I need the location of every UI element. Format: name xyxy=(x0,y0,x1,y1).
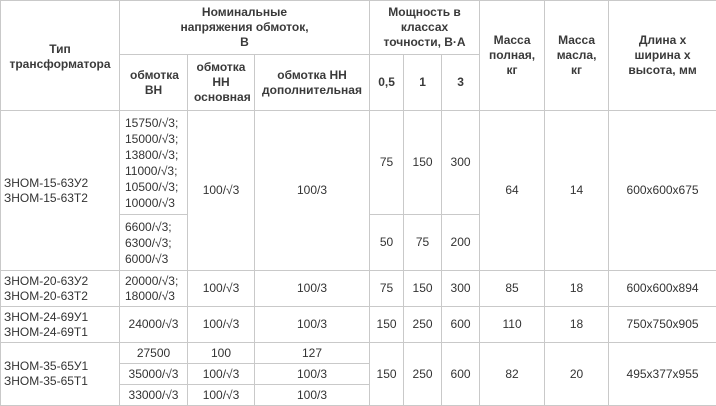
header-lv-extra: обмотка НН дополнительная xyxy=(255,55,370,111)
lv-main-cell: 100/√3 xyxy=(188,385,255,406)
power-3-cell: 300 xyxy=(442,271,480,307)
table-row xyxy=(1,307,716,343)
hv-cell: 24000/√3 xyxy=(120,307,188,343)
power-1-cell: 250 xyxy=(404,343,442,406)
power-3-cell: 300 xyxy=(442,111,480,215)
hv-cell xyxy=(120,111,188,215)
power-05-cell: 150 xyxy=(370,307,404,343)
type-name: ЗНОМ-35-65Т1 xyxy=(4,374,117,389)
power-05-cell: 50 xyxy=(370,215,404,271)
type-name: ЗНОМ-35-65У1 xyxy=(4,359,117,374)
power-1-cell: 75 xyxy=(404,215,442,271)
lv-main-cell: 100/√3 xyxy=(188,111,255,271)
type-cell xyxy=(1,307,120,343)
lv-main-cell: 100/√3 xyxy=(188,364,255,385)
type-name: ЗНОМ-24-69У1 xyxy=(4,310,117,325)
mass-total-cell: 110 xyxy=(480,307,545,343)
header-mass-total: Масса полная, кг xyxy=(480,1,545,111)
header-class-05: 0,5 xyxy=(370,55,404,111)
power-3-cell: 200 xyxy=(442,215,480,271)
hv-cell: 27500 xyxy=(120,343,188,364)
dimensions-cell: 600х600х894 xyxy=(609,271,716,307)
header-row xyxy=(1,1,716,55)
header-dimensions: Длина х ширина х высота, мм xyxy=(609,1,716,111)
mass-oil-cell: 18 xyxy=(545,307,609,343)
hv-cell xyxy=(120,271,188,307)
type-cell xyxy=(1,343,120,406)
hv-cell: 33000/√3 xyxy=(120,385,188,406)
lv-main-cell: 100/√3 xyxy=(188,271,255,307)
mass-total-cell: 64 xyxy=(480,111,545,271)
mass-oil-cell: 20 xyxy=(545,343,609,406)
lv-extra-cell: 100/3 xyxy=(255,111,370,271)
hv-value: 6300/√3; xyxy=(125,235,185,251)
hv-value: 10500/√3; xyxy=(125,179,185,195)
hv-value: 20000/√3; xyxy=(125,274,185,289)
hv-value: 6000/√3 xyxy=(125,251,185,267)
mass-total-cell: 85 xyxy=(480,271,545,307)
power-3-cell: 600 xyxy=(442,307,480,343)
hv-value: 15750/√3; xyxy=(125,115,185,131)
dimensions-cell: 495х377х955 xyxy=(609,343,716,406)
header-mass-oil: Масса масла, кг xyxy=(545,1,609,111)
type-name: ЗНОМ-20-63У2 xyxy=(4,274,117,289)
lv-main-cell: 100/√3 xyxy=(188,307,255,343)
type-cell xyxy=(1,111,120,271)
mass-oil-cell: 14 xyxy=(545,111,609,271)
mass-total-cell: 82 xyxy=(480,343,545,406)
type-name: ЗНОМ-15-63У2 xyxy=(4,176,117,191)
header-lv-main: обмотка НН основная xyxy=(188,55,255,111)
hv-value: 11000/√3; xyxy=(125,163,185,179)
power-1-cell: 150 xyxy=(404,271,442,307)
lv-extra-cell: 100/3 xyxy=(255,307,370,343)
type-name: ЗНОМ-24-69Т1 xyxy=(4,325,117,340)
dimensions-cell: 600х600х675 xyxy=(609,111,716,271)
header-power-group: Мощность в классах точности, В·А xyxy=(370,1,480,55)
lv-extra-cell: 127 xyxy=(255,343,370,364)
header-voltage-group: Номинальные напряжения обмоток, В xyxy=(120,1,370,55)
power-05-cell: 75 xyxy=(370,111,404,215)
power-1-cell: 150 xyxy=(404,111,442,215)
table-row xyxy=(1,271,716,307)
hv-cell xyxy=(120,215,188,271)
type-name: ЗНОМ-15-63Т2 xyxy=(4,191,117,206)
hv-cell: 35000/√3 xyxy=(120,364,188,385)
lv-main-cell: 100 xyxy=(188,343,255,364)
table-row xyxy=(1,343,716,364)
lv-extra-cell: 100/3 xyxy=(255,385,370,406)
header-hv-winding: обмотка ВН xyxy=(120,55,188,111)
table-row xyxy=(1,111,716,215)
hv-value: 18000/√3 xyxy=(125,289,185,304)
power-05-cell: 150 xyxy=(370,343,404,406)
hv-value: 6600/√3; xyxy=(125,219,185,235)
header-type: Тип трансформатора xyxy=(1,1,120,111)
type-name: ЗНОМ-20-63Т2 xyxy=(4,289,117,304)
lv-extra-cell: 100/3 xyxy=(255,364,370,385)
power-1-cell: 250 xyxy=(404,307,442,343)
hv-value: 15000/√3; xyxy=(125,131,185,147)
hv-value: 13800/√3; xyxy=(125,147,185,163)
type-cell xyxy=(1,271,120,307)
mass-oil-cell: 18 xyxy=(545,271,609,307)
header-class-3: 3 xyxy=(442,55,480,111)
power-05-cell: 75 xyxy=(370,271,404,307)
power-3-cell: 600 xyxy=(442,343,480,406)
lv-extra-cell: 100/3 xyxy=(255,271,370,307)
dimensions-cell: 750х750х905 xyxy=(609,307,716,343)
header-class-1: 1 xyxy=(404,55,442,111)
hv-value: 10000/√3 xyxy=(125,195,185,211)
